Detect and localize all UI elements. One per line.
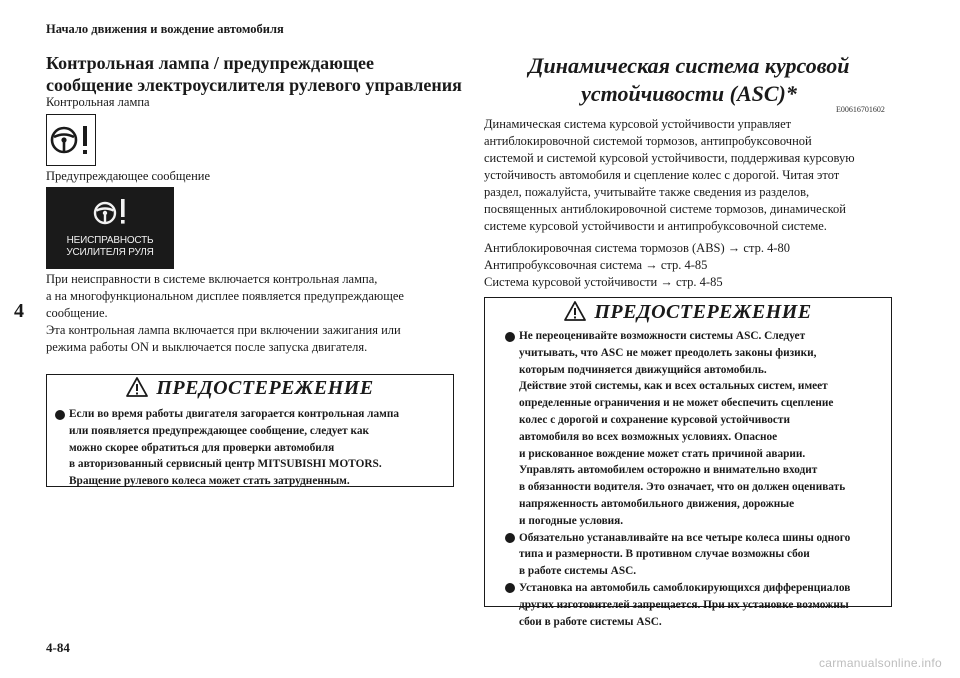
- title-line: устойчивости (ASC)*: [581, 81, 797, 106]
- warning-item: [505, 530, 889, 580]
- warning-list: [55, 406, 447, 490]
- warning-header: [47, 377, 453, 400]
- paragraph-line: системе курсовой устойчивости и антипробуксовочной системе.: [484, 219, 827, 233]
- message-caption: Предупреждающее сообщение: [46, 169, 210, 183]
- warning-box-asc: [484, 297, 892, 628]
- warning-line: или появляется предупреждающее сообщение, следует как: [69, 424, 369, 437]
- warning-item: [505, 580, 889, 630]
- section-title-eps: [46, 52, 466, 96]
- warning-line: типа и размерности. В противном случае возможны сбои: [519, 548, 810, 561]
- paragraph-line: сообщение.: [46, 306, 108, 320]
- lamp-caption: Контрольная лампа: [46, 95, 150, 109]
- warning-line: напряженность автомобильного движения, дорожные: [519, 497, 795, 510]
- warning-message-display: [46, 187, 174, 269]
- paragraph-line: раздел, пожалуйста, учитывайте также сведения из разделов,: [484, 185, 810, 199]
- warning-line: Не переоценивайте возможности системы ASC. Следует: [519, 330, 806, 342]
- section-code: E00616701602: [836, 105, 885, 114]
- paragraph-line: Динамическая система курсовой устойчивости управляет: [484, 117, 792, 131]
- cross-references: [484, 240, 896, 291]
- warning-line: Если во время работы двигателя загорается контрольная лампа: [69, 408, 400, 420]
- warning-line: можно скорее обратиться для проверки автомобиля: [69, 441, 335, 454]
- paragraph-line: а на многофункциональном дисплее появляется предупреждающее: [46, 289, 404, 303]
- warning-line: колес с дорогой и сохранение курсовой устойчивости: [519, 413, 790, 426]
- bullet-icon: [505, 583, 515, 593]
- warning-list: [505, 328, 889, 630]
- asc-description: [484, 116, 896, 235]
- warning-line: и рискованное вождение может стать причиной аварии.: [519, 447, 806, 460]
- display-text: [46, 235, 174, 259]
- title-line: сообщение электроусилителя рулевого управления: [46, 75, 462, 95]
- warning-triangle-icon: [126, 377, 148, 397]
- warning-line: в авторизованный сервисный центр MITSUBISHI MOTORS.: [69, 458, 382, 471]
- chapter-tab: 4: [14, 300, 24, 322]
- warning-title: ПРЕДОСТЕРЕЖЕНИЕ: [156, 377, 374, 399]
- warning-line: которым подчиняется движущийся автомобиль.: [519, 363, 767, 376]
- paragraph-line: устойчивость автомобиля и сцепление колес с дорогой. Читая этот: [484, 168, 840, 182]
- warning-line: в обязанности водителя. Это означает, что он должен оценивать: [519, 481, 846, 494]
- warning-triangle-icon: [564, 301, 586, 321]
- paragraph-line: системой и системой курсовой устойчивости, поддерживая курсовую: [484, 151, 855, 165]
- warning-line: Управлять автомобилем осторожно и внимательно входит: [519, 464, 818, 477]
- chapter-header: Начало движения и вождение автомобиля: [46, 22, 284, 36]
- warning-line: и погодные условия.: [519, 514, 624, 527]
- steering-wheel-exclamation-icon: [47, 115, 95, 165]
- paragraph-line: антиблокировочной системой тормозов, антипробуксовочной: [484, 134, 812, 148]
- paragraph-line: посвященных антиблокировочной системе тормозов, динамической: [484, 202, 846, 216]
- section-title-asc: [486, 52, 892, 108]
- warning-line: Вращение рулевого колеса может стать затрудненным.: [69, 475, 350, 488]
- title-line: Контрольная лампа / предупреждающее: [46, 53, 375, 73]
- warning-line: других изготовителей запрещается. При их установке возможны: [519, 598, 849, 611]
- warning-line: Действие этой системы, как и всех остальных систем, имеет: [519, 380, 828, 393]
- page-reference-link[interactable]: Система курсовой устойчивости → стр. 4-85: [484, 275, 723, 289]
- page-number: 4-84: [46, 640, 70, 655]
- warning-box-eps: [46, 374, 454, 487]
- paragraph-line: режима работы ON и выключается после запуска двигателя.: [46, 340, 368, 354]
- eps-description: [46, 271, 466, 356]
- page-reference-link[interactable]: Антиблокировочная система тормозов (ABS) → стр. 4-80: [484, 241, 790, 255]
- warning-item: [505, 328, 889, 530]
- steering-wheel-exclamation-icon: [91, 195, 131, 231]
- warning-item: [55, 406, 447, 490]
- warning-line: определенные ограничения и не может обеспечить сцепление: [519, 397, 834, 410]
- title-line: Динамическая система курсовой: [528, 53, 850, 78]
- warning-header: [485, 301, 891, 324]
- warning-line: учитывать, что ASC не может преодолеть законы физики,: [519, 346, 817, 359]
- display-line: УСИЛИТЕЛЯ РУЛЯ: [66, 247, 154, 258]
- bullet-icon: [505, 332, 515, 342]
- bullet-icon: [505, 533, 515, 543]
- warning-title: ПРЕДОСТЕРЕЖЕНИЕ: [594, 301, 812, 323]
- warning-line: сбои в работе системы ASC.: [519, 615, 662, 628]
- eps-warning-lamp: [46, 114, 96, 166]
- display-line: НЕИСПРАВНОСТЬ: [66, 235, 154, 246]
- paragraph-line: При неисправности в системе включается контрольная лампа,: [46, 272, 378, 286]
- warning-line: автомобиля во всех возможных условиях. Опасное: [519, 430, 778, 443]
- warning-line: Установка на автомобиль самоблокирующихся дифференциалов: [519, 581, 851, 594]
- bullet-icon: [55, 410, 65, 420]
- warning-line: в работе системы ASC.: [519, 565, 637, 578]
- warning-line: Обязательно устанавливайте на все четыре колеса шины одного: [519, 531, 851, 544]
- watermark: carmanualsonline.info: [818, 656, 942, 670]
- paragraph-line: Эта контрольная лампа включается при включении зажигания или: [46, 323, 401, 337]
- page-reference-link[interactable]: Антипробуксовочная система → стр. 4-85: [484, 258, 708, 272]
